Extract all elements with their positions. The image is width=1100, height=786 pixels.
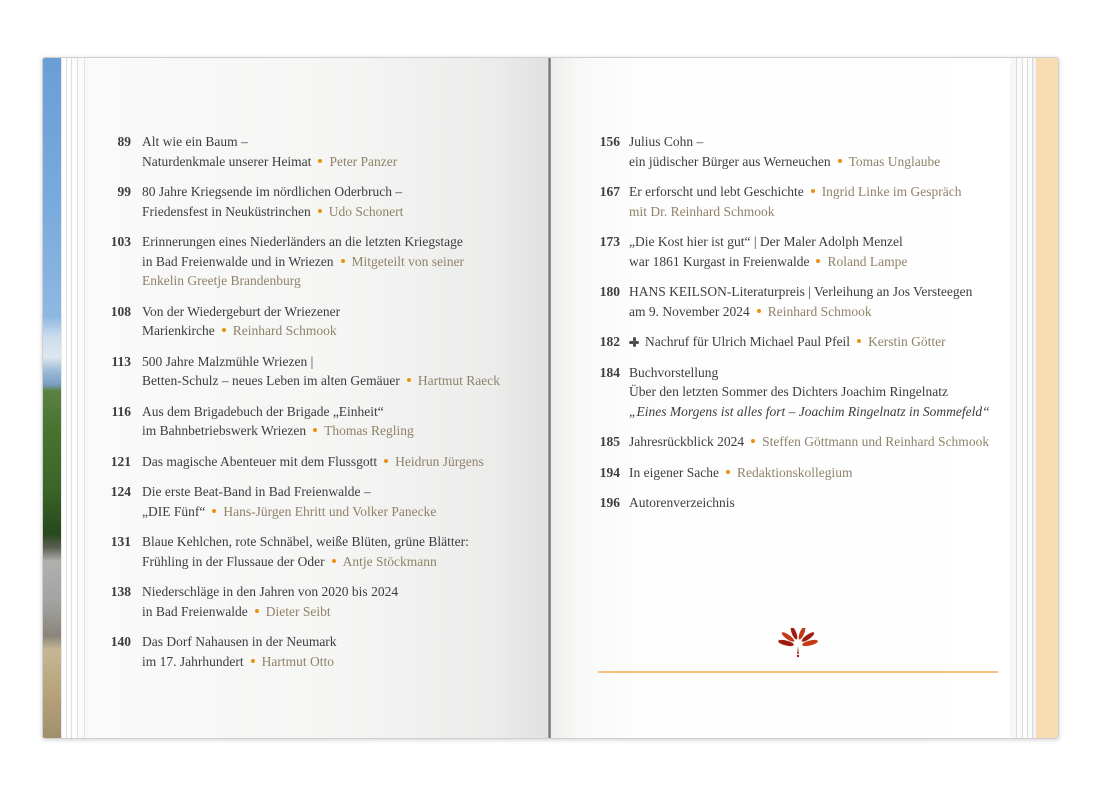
- toc-entries-right: [579, 132, 1010, 524]
- toc-entry: [89, 302, 542, 341]
- bullet-separator-icon: [318, 159, 322, 163]
- toc-line: [142, 252, 542, 272]
- entry-title-text: Erinnerungen eines Niederländers an die letzten Kriegstage: [142, 234, 463, 249]
- author-name: Dieter Seibt: [265, 603, 331, 619]
- toc-line: [629, 332, 1010, 352]
- toc-entry: [89, 132, 542, 171]
- toc-line: [142, 452, 542, 472]
- entry-page-number: 103: [110, 234, 131, 249]
- toc-line: [629, 382, 1010, 402]
- entry-page-number: 180: [599, 284, 620, 299]
- entry-page-number: 167: [599, 184, 620, 199]
- entry-title-text: im 17. Jahrhundert: [142, 653, 244, 669]
- toc-line: [629, 252, 1010, 272]
- toc-line: [629, 232, 1010, 252]
- author-name: Hartmut Raeck: [417, 373, 501, 388]
- entry-title-text: Er erforscht und lebt Geschichte: [629, 184, 804, 199]
- toc-line: [629, 463, 1010, 483]
- toc-entry: [579, 463, 1010, 483]
- entry-lines: [142, 402, 542, 441]
- right-page: [551, 58, 1010, 738]
- toc-line: [629, 182, 1010, 202]
- toc-entry: [89, 582, 542, 621]
- toc-entry: [579, 232, 1010, 271]
- toc-line: [142, 632, 542, 652]
- entry-page-number: 131: [110, 534, 131, 549]
- entry-title-text: Die erste Beat-Band in Bad Freienwalde –: [142, 484, 371, 499]
- bullet-separator-icon: [212, 509, 216, 513]
- entry-lines: [629, 132, 1010, 171]
- entry-lines: [629, 332, 1010, 352]
- toc-line: [629, 493, 1010, 513]
- entry-title-text: war 1861 Kurgast in Freienwalde: [629, 253, 810, 269]
- entry-lines: [142, 482, 542, 521]
- entry-lines: [142, 582, 542, 621]
- author-name: Ingrid Linke im Gespräch: [821, 184, 962, 199]
- author-name: Roland Lampe: [827, 253, 908, 269]
- author-name: Udo Schonert: [328, 203, 404, 219]
- toc-line: [629, 202, 1010, 222]
- toc-entries-left: [89, 132, 542, 682]
- toc-line: [142, 202, 542, 222]
- author-name: Peter Panzer: [329, 153, 398, 169]
- entry-title-text: im Bahnbetriebswerk Wriezen: [142, 423, 307, 438]
- author-name: Tomas Unglaube: [848, 153, 941, 169]
- toc-line: [142, 482, 542, 502]
- toc-entry: [89, 182, 542, 221]
- entry-page-number: 108: [110, 303, 131, 319]
- entry-title-text: Blaue Kehlchen, rote Schnäbel, weiße Blüten, grüne Blätter:: [142, 534, 469, 549]
- bullet-separator-icon: [251, 659, 255, 663]
- toc-line: [142, 552, 542, 572]
- right-cover-strip: [1036, 58, 1058, 738]
- entry-title-text: Betten-Schulz – neues Leben im alten Gemäuer: [142, 373, 400, 388]
- toc-line: [142, 321, 542, 341]
- entry-title-text: Naturdenkmale unserer Heimat: [142, 153, 312, 169]
- entry-page-number: 121: [110, 453, 131, 469]
- entry-title-text: Julius Cohn –: [629, 134, 704, 149]
- entry-lines: [629, 463, 1010, 483]
- toc-line: [629, 282, 1010, 302]
- entry-lines: [142, 182, 542, 221]
- entry-title-text: am 9. November 2024: [629, 303, 750, 319]
- entry-title-text: Aus dem Brigadebuch der Brigade „Einheit“: [142, 403, 384, 419]
- open-book: [42, 57, 1059, 739]
- entry-lines: [142, 352, 542, 391]
- toc-line: [142, 582, 542, 602]
- entry-page-number: 196: [599, 495, 620, 510]
- toc-entry: [89, 402, 542, 441]
- entry-page-number: 184: [599, 364, 620, 380]
- bullet-separator-icon: [332, 559, 336, 563]
- entry-title-text: in Bad Freienwalde: [142, 603, 248, 619]
- entry-page-number: 113: [111, 353, 131, 369]
- author-name: Hans-Jürgen Ehritt und Volker Panecke: [223, 503, 437, 519]
- author-name: Kerstin Götter: [868, 334, 946, 349]
- toc-entry: [579, 363, 1010, 422]
- entry-title-text: Jahresrückblick 2024: [629, 434, 745, 449]
- author-name: Antje Stöckmann: [342, 553, 437, 569]
- toc-line: [142, 302, 542, 322]
- author-name: Steffen Göttmann und Reinhard Schmook: [762, 434, 990, 449]
- toc-line: [629, 363, 1010, 383]
- entry-title-text: „DIE Fünf“: [142, 503, 206, 519]
- toc-entry: [579, 132, 1010, 171]
- entry-title-text: Alt wie ein Baum –: [142, 134, 248, 149]
- entry-lines: [142, 532, 542, 571]
- toc-line: [142, 232, 542, 252]
- entry-lines: [142, 632, 542, 671]
- toc-entry: [89, 482, 542, 521]
- entry-page-number: 116: [111, 403, 131, 419]
- bullet-separator-icon: [313, 428, 317, 432]
- bullet-separator-icon: [255, 609, 259, 613]
- entry-title-text: In eigener Sache: [629, 464, 719, 480]
- author-name: mit Dr. Reinhard Schmook: [629, 203, 775, 219]
- toc-line: [629, 302, 1010, 322]
- toc-entry: [579, 432, 1010, 452]
- toc-line: [142, 271, 542, 291]
- entry-lines: [629, 282, 1010, 321]
- floral-ornament-icon: [778, 628, 818, 658]
- toc-line: [142, 421, 542, 441]
- entry-title-text: HANS KEILSON-Literaturpreis | Verleihung an Jos Versteegen: [629, 284, 973, 299]
- author-name: Reinhard Schmook: [767, 303, 872, 319]
- entry-page-number: 185: [599, 434, 620, 449]
- entry-lines: [142, 232, 542, 291]
- toc-line: [629, 152, 1010, 172]
- entry-page-number: 156: [599, 134, 620, 149]
- entry-page-number: 140: [110, 634, 131, 649]
- entry-title-text: Nachruf für Ulrich Michael Paul Pfeil: [645, 334, 851, 349]
- toc-line: [142, 532, 542, 552]
- bullet-separator-icon: [857, 339, 861, 343]
- entry-title-text: ein jüdischer Bürger aus Werneuchen: [629, 153, 831, 169]
- entry-page-number: 194: [599, 464, 620, 480]
- author-name: Redaktionskollegium: [736, 464, 853, 480]
- entry-title-text: Frühling in der Flussaue der Oder: [142, 553, 325, 569]
- toc-entry: [89, 532, 542, 571]
- toc-line: [142, 402, 542, 422]
- toc-entry: [579, 282, 1010, 321]
- toc-line: [142, 371, 542, 391]
- entry-title-text: Das magische Abenteuer mit dem Flussgott: [142, 453, 378, 469]
- page-edges-right: [1010, 58, 1036, 738]
- entry-page-number: 138: [110, 584, 131, 599]
- entry-lines: [629, 232, 1010, 271]
- entry-lines: [629, 363, 1010, 422]
- entry-title-text: „Eines Morgens ist alles fort – Joachim Ringelnatz in Sommefeld“: [629, 403, 990, 419]
- entry-title-text: 80 Jahre Kriegsende im nördlichen Oderbruch –: [142, 184, 403, 199]
- toc-line: [142, 502, 542, 522]
- bullet-separator-icon: [811, 189, 815, 193]
- toc-entry: [89, 232, 542, 291]
- bullet-separator-icon: [222, 328, 226, 332]
- bullet-separator-icon: [318, 209, 322, 213]
- toc-line: [629, 132, 1010, 152]
- page-edges-left: [61, 58, 89, 738]
- footer-divider-line: [598, 671, 998, 673]
- toc-line: [142, 182, 542, 202]
- footer-decoration: [598, 628, 998, 673]
- toc-entry: [89, 352, 542, 391]
- toc-line: [142, 132, 542, 152]
- toc-entry: [89, 452, 542, 472]
- author-name: Hartmut Otto: [261, 653, 334, 669]
- author-name: Enkelin Greetje Brandenburg: [142, 273, 301, 288]
- toc-line: [142, 652, 542, 672]
- entry-title-text: Von der Wiedergeburt der Wriezener: [142, 303, 341, 319]
- bullet-separator-icon: [757, 309, 761, 313]
- toc-line: [142, 152, 542, 172]
- author-name: Heidrun Jürgens: [395, 453, 484, 469]
- entry-page-number: 99: [117, 184, 131, 199]
- entry-page-number: 182: [599, 334, 620, 349]
- entry-title-text: Niederschläge in den Jahren von 2020 bis 2024: [142, 584, 399, 599]
- entry-title-text: Das Dorf Nahausen in der Neumark: [142, 634, 337, 649]
- entry-lines: [142, 452, 542, 472]
- entry-title-text: Buchvorstellung: [629, 364, 719, 380]
- toc-entry: [579, 493, 1010, 513]
- entry-title-text: 500 Jahre Malzmühle Wriezen |: [142, 353, 314, 369]
- entry-lines: [629, 432, 1010, 452]
- entry-title-text: in Bad Freienwalde und in Wriezen: [142, 253, 334, 269]
- left-page: [89, 58, 548, 738]
- author-name: Mitgeteilt von seiner: [351, 253, 465, 269]
- entry-lines: [629, 182, 1010, 221]
- bullet-separator-icon: [838, 159, 842, 163]
- bullet-separator-icon: [341, 259, 345, 263]
- entry-lines: [629, 493, 1010, 513]
- toc-line: [142, 602, 542, 622]
- bullet-separator-icon: [751, 439, 755, 443]
- author-name: Reinhard Schmook: [232, 323, 337, 338]
- bullet-separator-icon: [407, 378, 411, 382]
- left-cover-photo-strip: [43, 58, 61, 738]
- entry-title-text: Über den letzten Sommer des Dichters Joachim Ringelnatz: [629, 384, 949, 399]
- toc-entry: [579, 182, 1010, 221]
- entry-title-text: Friedensfest in Neuküstrinchen: [142, 203, 311, 219]
- bullet-separator-icon: [384, 459, 388, 463]
- entry-lines: [142, 302, 542, 341]
- entry-title-text: Autorenverzeichnis: [629, 495, 735, 510]
- toc-entry: [579, 332, 1010, 352]
- entry-lines: [142, 132, 542, 171]
- entry-title-text: Marienkirche: [142, 323, 215, 338]
- toc-entry: [89, 632, 542, 671]
- toc-line: [142, 352, 542, 372]
- author-name: Thomas Regling: [324, 423, 414, 438]
- toc-line: [629, 432, 1010, 452]
- entry-page-number: 89: [117, 134, 131, 149]
- entry-title-text: „Die Kost hier ist gut“ | Der Maler Adolph Menzel: [629, 234, 903, 249]
- bullet-separator-icon: [726, 470, 730, 474]
- entry-page-number: 173: [599, 234, 620, 249]
- toc-line: [629, 402, 1010, 422]
- memorial-cross-icon: [629, 337, 639, 347]
- entry-page-number: 124: [110, 484, 131, 499]
- bullet-separator-icon: [816, 259, 820, 263]
